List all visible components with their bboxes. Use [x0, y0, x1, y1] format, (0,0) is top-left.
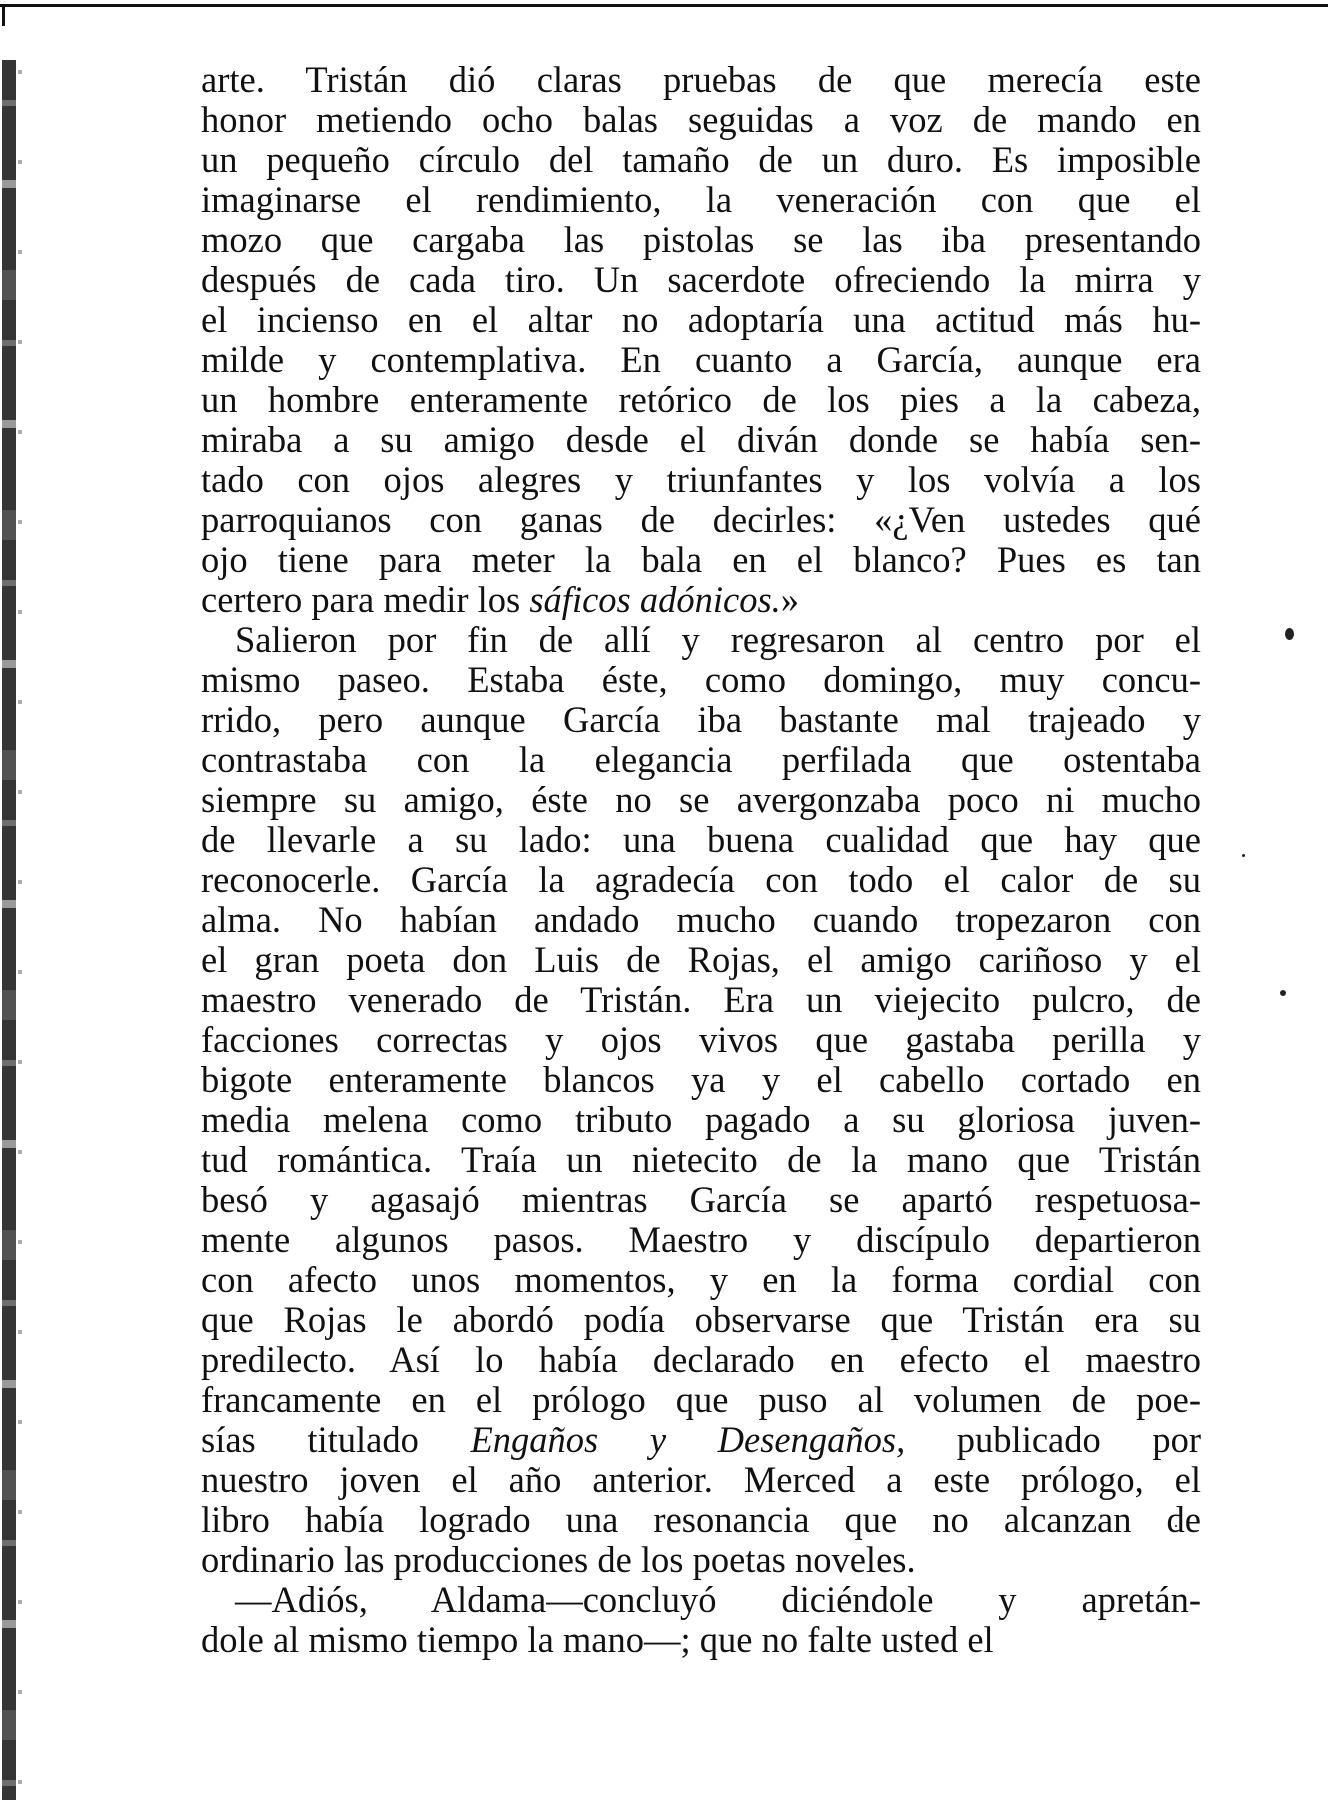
- text-line: [201, 1580, 1201, 1620]
- text-line: [201, 740, 1201, 780]
- text-line: [201, 1100, 1201, 1140]
- text-line: [201, 1060, 1201, 1100]
- text-line: [201, 500, 1201, 540]
- text-line: [201, 1300, 1201, 1340]
- text-line: [201, 1180, 1201, 1220]
- text-run: después de cada tiro. Un sacerdote ofreciendo la mirra y: [201, 259, 1201, 300]
- text-run: miraba a su amigo desde el diván donde se había sen-: [201, 419, 1201, 460]
- text-line: [201, 700, 1201, 740]
- top-edge-corner: [2, 4, 15, 26]
- text-run: parroquianos con ganas de decirles: «¿Ven ustedes qué: [201, 499, 1201, 540]
- text-line: [201, 900, 1201, 940]
- text-line: [201, 380, 1201, 420]
- text-line: [201, 1420, 1201, 1460]
- text-run: francamente en el prólogo que puso al volumen de poe-: [201, 1379, 1201, 1420]
- text-run: alma. No habían andado mucho cuando tropezaron con: [201, 899, 1201, 940]
- text-run: tud romántica. Traía un nietecito de la mano que Tristán: [201, 1139, 1201, 1180]
- top-edge-rule: [0, 4, 1328, 7]
- text-line: [201, 580, 1201, 620]
- text-run: ordinario las producciones de los poetas noveles.: [201, 1539, 916, 1580]
- text-line: [201, 420, 1201, 460]
- text-line: [201, 100, 1201, 140]
- italic-title-text: sáficos adónicos.: [529, 579, 781, 620]
- text-run: siempre su amigo, éste no se avergonzaba poco ni mucho: [201, 779, 1201, 820]
- text-line: [201, 980, 1201, 1020]
- text-run: ojo tiene para meter la bala en el blanco? Pues es tan: [201, 539, 1201, 580]
- text-run: nuestro joven el año anterior. Merced a este prólogo, el: [201, 1459, 1201, 1500]
- text-run: reconocerle. García la agradecía con todo el calor de su: [201, 859, 1201, 900]
- text-line: [201, 140, 1201, 180]
- text-line: [201, 620, 1201, 660]
- italic-title-text: Engaños y Desengaños,: [470, 1419, 906, 1460]
- text-line: [201, 660, 1201, 700]
- text-run: el incienso en el altar no adoptaría una actitud más hu-: [201, 299, 1201, 340]
- text-run: dole al mismo tiempo la mano—; que no falte usted el: [201, 1619, 994, 1660]
- text-line: [201, 60, 1201, 100]
- text-line: [201, 180, 1201, 220]
- text-run: mente algunos pasos. Maestro y discípulo departieron: [201, 1219, 1201, 1260]
- text-run: —Adiós, Aldama—concluyó diciéndole y apretán-: [235, 1579, 1201, 1620]
- text-line: [201, 780, 1201, 820]
- text-run: honor metiendo ocho balas seguidas a voz de mando en: [201, 99, 1201, 140]
- text-run: maestro venerado de Tristán. Era un viejecito pulcro, de: [201, 979, 1201, 1020]
- text-line: [201, 540, 1201, 580]
- text-line: [201, 220, 1201, 260]
- text-line: [201, 1620, 1201, 1660]
- text-run: libro había logrado una resonancia que no alcanzan de: [201, 1499, 1201, 1540]
- text-line: [201, 1260, 1201, 1300]
- scan-binding-shadow: [18, 40, 22, 1800]
- body-text: [201, 60, 1201, 1660]
- text-line: [201, 340, 1201, 380]
- text-run: facciones correctas y ojos vivos que gastaba perilla y: [201, 1019, 1201, 1060]
- text-run: predilecto. Así lo había declarado en efecto el maestro: [201, 1339, 1201, 1380]
- text-run: mismo paseo. Estaba éste, como domingo, muy concu-: [201, 659, 1201, 700]
- text-line: [201, 1020, 1201, 1060]
- text-run: un pequeño círculo del tamaño de un duro. Es imposible: [201, 139, 1201, 180]
- text-run: »: [780, 579, 800, 620]
- text-line: [201, 1460, 1201, 1500]
- text-run: besó y agasajó mientras García se apartó respetuosa-: [201, 1179, 1201, 1220]
- text-run: tado con ojos alegres y triunfantes y los volvía a los: [201, 459, 1201, 500]
- text-line: [201, 460, 1201, 500]
- text-run: contrastaba con la elegancia perfilada que ostentaba: [201, 739, 1201, 780]
- text-run: rrido, pero aunque García iba bastante mal trajeado y: [201, 699, 1201, 740]
- text-run: arte. Tristán dió claras pruebas de que merecía este: [201, 59, 1201, 100]
- text-run: con afecto unos momentos, y en la forma cordial con: [201, 1259, 1201, 1300]
- text-line: [201, 1540, 1201, 1580]
- text-line: [201, 1380, 1201, 1420]
- text-line: [201, 1140, 1201, 1180]
- text-run: certero para medir los: [201, 579, 530, 620]
- text-line: [201, 1220, 1201, 1260]
- text-run: sías titulado: [201, 1419, 471, 1460]
- text-run: milde y contemplativa. En cuanto a García, aunque era: [201, 339, 1201, 380]
- text-run: bigote enteramente blancos ya y el cabello cortado en: [201, 1059, 1201, 1100]
- text-run: mozo que cargaba las pistolas se las iba presentando: [201, 219, 1201, 260]
- text-run: imaginarse el rendimiento, la veneración con que el: [201, 179, 1201, 220]
- text-line: [201, 820, 1201, 860]
- scan-speck: [1280, 990, 1286, 996]
- text-run: que Rojas le abordó podía observarse que Tristán era su: [201, 1299, 1201, 1340]
- text-line: [201, 860, 1201, 900]
- text-run: el gran poeta don Luis de Rojas, el amigo cariñoso y el: [201, 939, 1201, 980]
- text-run: de llevarle a su lado: una buena cualidad que hay que: [201, 819, 1201, 860]
- text-line: [201, 1340, 1201, 1380]
- text-line: [201, 300, 1201, 340]
- scan-speck: [1285, 628, 1294, 640]
- scan-speck: [1242, 854, 1245, 857]
- text-line: [201, 940, 1201, 980]
- scan-binding-edge: [2, 60, 16, 1800]
- text-run: Salieron por fin de allí y regresaron al centro por el: [235, 619, 1201, 660]
- text-run: media melena como tributo pagado a su gloriosa juven-: [201, 1099, 1201, 1140]
- text-line: [201, 260, 1201, 300]
- text-line: [201, 1500, 1201, 1540]
- text-run: un hombre enteramente retórico de los pies a la cabeza,: [201, 379, 1201, 420]
- text-run: publicado por: [905, 1419, 1202, 1460]
